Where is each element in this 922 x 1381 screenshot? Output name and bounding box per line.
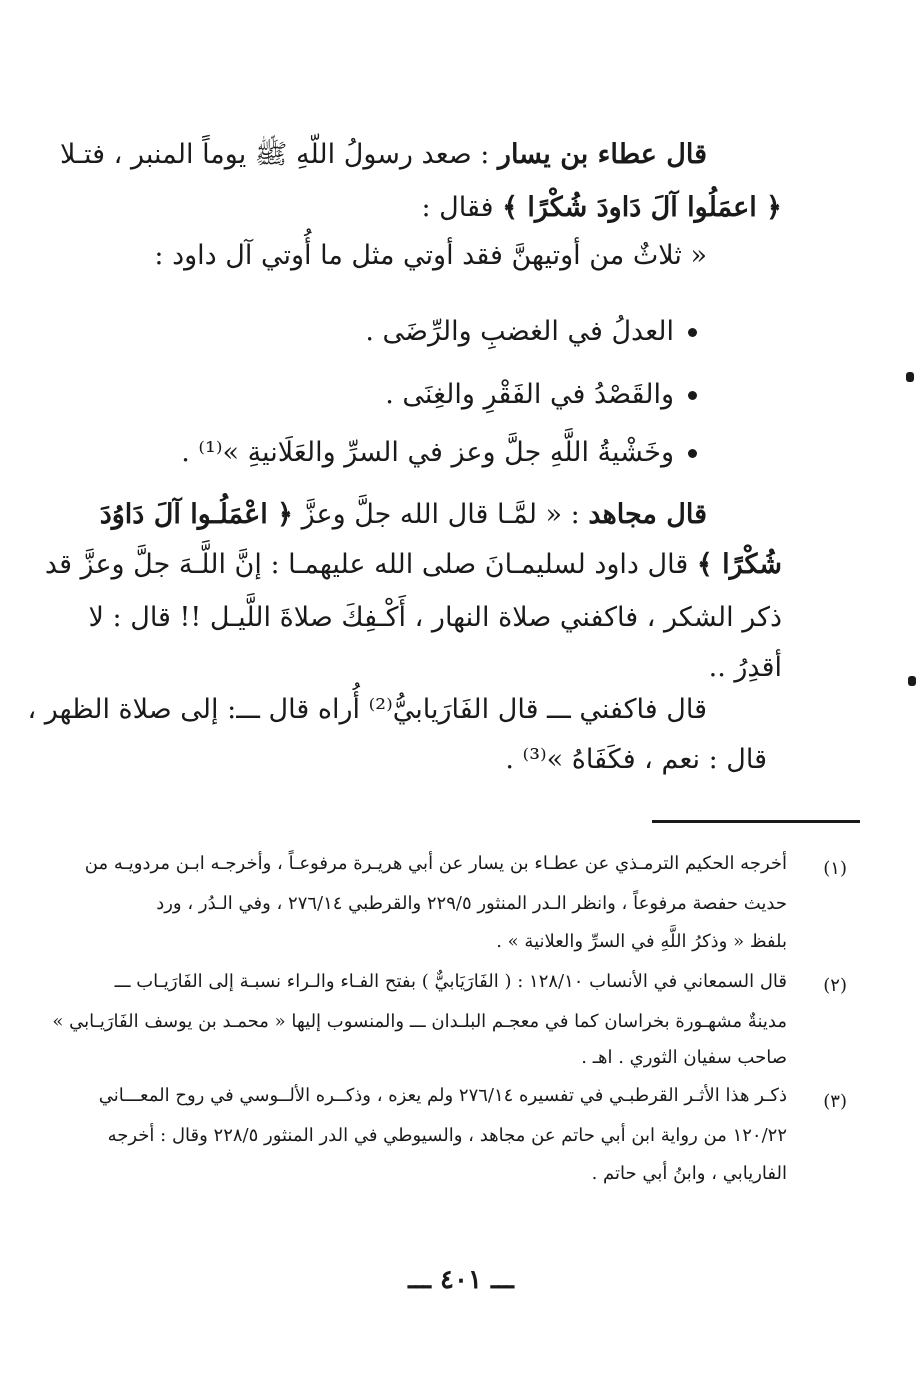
bullet-item bbox=[385, 375, 697, 415]
bullet-text: والقَصْدُ في الفَقْرِ والغِنَى . bbox=[385, 379, 674, 410]
body-line bbox=[60, 135, 707, 175]
footnote-line: الفاريابي ، وابنُ أبي حاتم . bbox=[591, 1163, 787, 1184]
bullet-icon bbox=[688, 449, 697, 458]
body-line bbox=[45, 545, 782, 585]
footnote-line: صاحب سفيان الثوري . اهـ . bbox=[581, 1047, 787, 1068]
footnote-line: ذكـر هذا الأثـر القرطبـي في تفسيره ٢٧٦/١٤ ولم يعزه ، وذكــره الألــوسي في روح المعـــاني bbox=[98, 1085, 787, 1106]
body-line bbox=[100, 495, 707, 535]
footnote-number: (٣) bbox=[823, 1091, 847, 1112]
narrator-name: قال عطاء بن يسار bbox=[497, 139, 707, 170]
footnote-line: مدينةٌ مشهـورة بخراسان كما في معجـم البلـدان ـــ والمنسوب إليها « محمـد بن يوسف الفَارَيـابي » bbox=[52, 1011, 787, 1032]
narrator-name: قال مجاهد bbox=[588, 499, 707, 530]
body-line: أقدِرُ .. bbox=[708, 652, 782, 683]
bullet-icon bbox=[688, 391, 697, 400]
bullet-text: وخَشْيةُ اللَّهِ جلَّ وعز في السرِّ والعَلَانيةِ »⁽¹⁾ . bbox=[181, 437, 674, 468]
footnote-line: ١٢٠/٢٢ من رواية ابن أبي حاتم عن مجاهد ، والسيوطي في الدر المنثور ٢٢٨/٥ وقال : أخرجه bbox=[107, 1125, 787, 1146]
quran-quote: ﴿ اعْمَلُـوا آلَ دَاوُدَ bbox=[99, 499, 293, 530]
footnote-number: (٢) bbox=[823, 975, 847, 996]
bullet-text: العدلُ في الغضبِ والرِّضَى . bbox=[365, 316, 674, 347]
body-text: : « لمَّـا قال الله جلَّ وعزَّ bbox=[292, 499, 589, 530]
footnote-number: (١) bbox=[823, 858, 847, 879]
body-line: قال : نعم ، فكَفَاهُ »⁽³⁾ . bbox=[505, 744, 767, 775]
footnote-line: بلفظ « وذكرُ اللَّهِ في السرِّ والعلانية » . bbox=[496, 931, 787, 952]
quran-quote: شُكْرًا ﴾ bbox=[696, 549, 782, 580]
bullet-item bbox=[365, 312, 697, 352]
footnote-line: حديث حفصة مرفوعاً ، وانظر الـدر المنثور ٢٢٩/٥ والقرطبي ٢٧٦/١٤ ، وفي الـدُر ، ورد bbox=[156, 893, 787, 914]
body-text: فقال : bbox=[421, 192, 503, 223]
footnote-line: قال السمعاني في الأنساب ١٢٨/١٠ : ( الفَارَيَابيٌّ ) بفتح الفـاء والـراء نسبـة إلى الفَارَيـاب ـــ bbox=[114, 971, 787, 992]
body-text: : صعد رسولُ اللّهِ ﷺ يوماً المنبر ، فتـلا bbox=[60, 139, 498, 170]
body-line: قال فاكفني ـــ قال الفَارَيابيُّ⁽²⁾ أُراه قال ـــ: إلى صلاة الظهر ، bbox=[27, 694, 707, 725]
bullet-icon bbox=[688, 328, 697, 337]
bullet-item bbox=[181, 433, 697, 473]
footnote-line: أخرجه الحكيم الترمـذي عن عطـاء بن يسار عن أبي هريـرة مرفوعـاً ، وأخرجـه ابـن مردويـه من bbox=[84, 853, 787, 874]
footnote-separator bbox=[652, 820, 860, 823]
body-text: قال داود لسليمـانَ صلى الله عليهمـا : إنَّ اللَّـهَ جلَّ وعزَّ قد bbox=[44, 549, 697, 580]
margin-mark bbox=[906, 372, 914, 382]
margin-mark bbox=[908, 676, 916, 686]
body-line: ذكر الشكر ، فاكفني صلاة النهار ، أَكْـفِكَ صلاةَ اللَّيـل !! قال : لا bbox=[88, 602, 782, 633]
page-number: ـــ ٤٠١ ـــ bbox=[408, 1265, 514, 1295]
quran-quote: ﴿ اعمَلُوا آلَ دَاودَ شُكْرًا ﴾ bbox=[502, 192, 782, 223]
body-line: « ثلاثٌ من أوتيهنَّ فقد أوتي مثل ما أُوتي آل داود : bbox=[154, 240, 707, 271]
body-line bbox=[421, 188, 782, 228]
